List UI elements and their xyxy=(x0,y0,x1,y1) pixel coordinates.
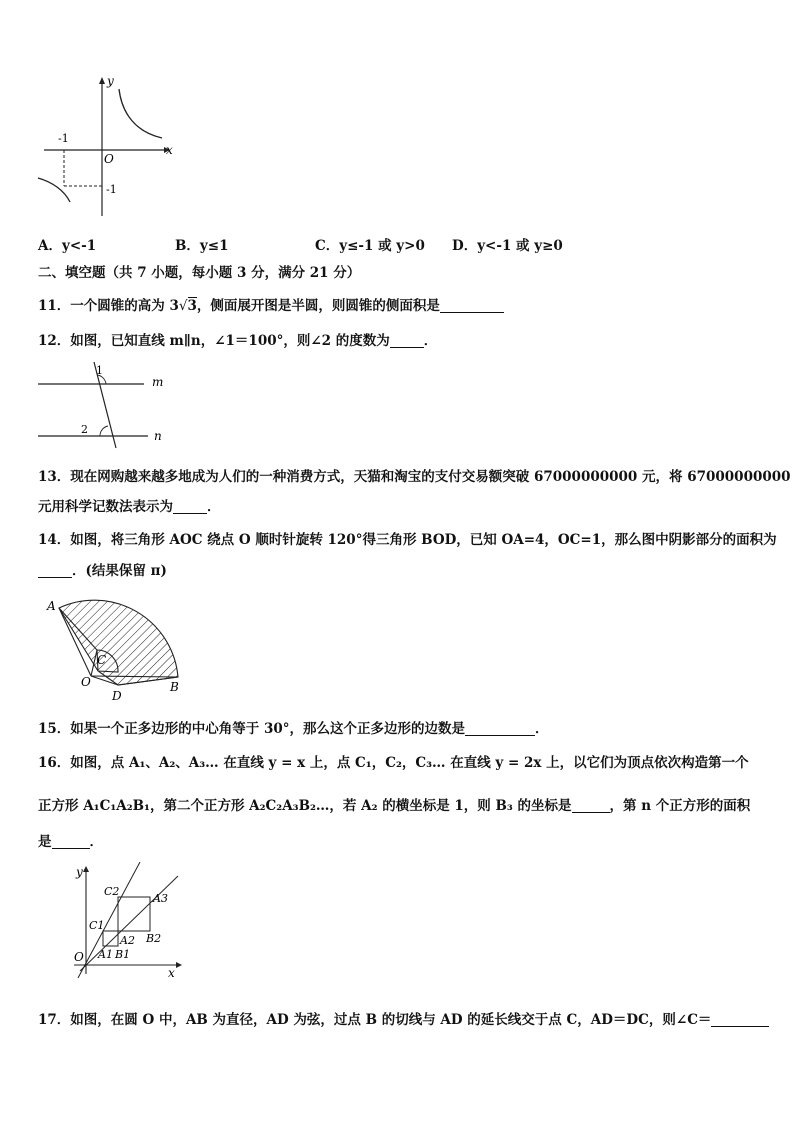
point-a2-label: A2 xyxy=(120,934,135,947)
question-16-line-1: 16．如图，点 A₁、A₂、A₃… 在直线 y = x 上，点 C₁，C₂，C₃… 在直线 y = 2x 上，以它们为顶点依次构造第一个 xyxy=(38,755,749,771)
y-axis-arrow xyxy=(83,866,89,872)
y-axis-label: y xyxy=(107,74,114,88)
q17-text: 17．如图，在圆 O 中，AB 为直径，AD 为弦，过点 B 的切线与 AD 的延长线交于点 C，AD＝DC，则∠C＝ xyxy=(38,1012,712,1028)
x-axis-arrow xyxy=(176,962,182,968)
point-a1-label: A1 xyxy=(98,948,113,961)
angle-2-arc xyxy=(100,426,108,436)
point-d-label: D xyxy=(112,689,122,703)
q10-option-d: D．y<-1 或 y≥0 xyxy=(452,238,563,254)
point-c2-label: C2 xyxy=(104,885,120,898)
question-12 xyxy=(38,332,437,350)
section-heading: 二、填空题（共 7 小题，每小题 3 分，满分 21 分） xyxy=(38,265,361,281)
y-axis-label: y xyxy=(76,865,83,879)
point-b2-label: B2 xyxy=(146,932,162,945)
q13-end: ． xyxy=(207,499,221,515)
q16-text: 正方形 A₁C₁A₂B₁，第二个正方形 A₂C₂A₃B₂…，若 A₂ 的横坐标是 1，则 B₃ 的坐标是 xyxy=(38,798,572,814)
answer-blank[interactable] xyxy=(390,333,424,348)
q11-text: 11．一个圆锥的高为 3 xyxy=(38,298,179,314)
curve-left-branch xyxy=(38,178,70,202)
q11-root: 3 xyxy=(187,298,197,314)
question-11 xyxy=(38,297,504,315)
question-16-line-3 xyxy=(38,833,103,851)
angle-1-label: 1 xyxy=(96,364,103,377)
origin-label: O xyxy=(74,950,84,964)
point-b1-label: B1 xyxy=(115,948,131,961)
x-axis-label: x xyxy=(166,143,173,157)
point-c-label: C xyxy=(97,653,107,667)
angle-2-label: 2 xyxy=(81,423,88,436)
x-axis-label: x xyxy=(168,966,175,980)
question-13-line-2 xyxy=(38,498,221,516)
q12-text: 12．如图，已知直线 m∥n，∠1＝100°，则∠2 的度数为 xyxy=(38,333,390,349)
y-tick-label: -1 xyxy=(106,183,117,196)
q10-option-a: A．y<-1 xyxy=(38,238,97,254)
question-14-line-1: 14．如图，将三角形 AOC 绕点 O 顺时针旋转 120°得三角形 BOD，已知 OA=4，OC=1，那么图中阴影部分的面积为 xyxy=(38,532,777,548)
answer-blank[interactable] xyxy=(572,798,610,813)
line-m-label: m xyxy=(152,375,164,389)
q13-text: 元用科学记数法表示为 xyxy=(38,499,173,515)
origin-label: O xyxy=(104,152,114,166)
q10-option-c: C．y≤-1 或 y>0 xyxy=(315,238,425,254)
curve-right-branch xyxy=(119,89,162,138)
answer-blank[interactable] xyxy=(711,1012,769,1027)
point-o-label: O xyxy=(81,675,91,689)
sqrt-symbol: √ xyxy=(178,298,188,314)
q16-squares-figure xyxy=(58,862,188,980)
q12-end: ． xyxy=(423,333,438,349)
square-1 xyxy=(103,931,118,946)
question-15 xyxy=(38,720,549,738)
point-c1-label: C1 xyxy=(89,919,105,932)
q11-text-rest: ，侧面展开图是半圆，则圆锥的侧面积是 xyxy=(196,298,440,314)
x-tick-label: -1 xyxy=(58,132,69,145)
q10-hyperbola-figure xyxy=(36,74,176,224)
q16-text-3: 是 xyxy=(38,834,52,850)
point-b-label: B xyxy=(170,680,179,694)
q16-end: ． xyxy=(89,834,103,850)
answer-blank[interactable] xyxy=(173,499,207,514)
answer-blank[interactable] xyxy=(465,721,535,736)
question-14-line-2 xyxy=(38,562,167,580)
answer-blank[interactable] xyxy=(52,834,90,849)
point-a-label: A xyxy=(47,599,56,613)
q14-text: ．(结果保留 π) xyxy=(72,563,167,579)
shaded-region xyxy=(59,600,178,685)
question-13-line-1: 13．现在网购越来越多地成为人们的一种消费方式，天猫和淘宝的支付交易额突破 67000000000 元，将 67000000000 xyxy=(38,469,791,485)
question-17 xyxy=(38,1011,769,1029)
q15-text: 15．如果一个正多边形的中心角等于 30°，那么这个正多边形的边数是 xyxy=(38,721,466,737)
question-16-line-2 xyxy=(38,797,750,815)
square-2 xyxy=(118,897,150,931)
q10-option-b: B．y≤1 xyxy=(175,238,229,254)
q15-end: ． xyxy=(535,721,549,737)
answer-blank[interactable] xyxy=(440,298,504,313)
point-a3-label: A3 xyxy=(153,892,168,905)
line-n-label: n xyxy=(154,429,162,443)
answer-blank[interactable] xyxy=(38,563,72,578)
q12-parallel-lines-figure xyxy=(36,358,186,450)
y-axis-arrow xyxy=(99,77,105,84)
q14-rotation-figure xyxy=(38,594,188,706)
q16-text-rest: ，第 n 个正方形的面积 xyxy=(609,798,751,814)
